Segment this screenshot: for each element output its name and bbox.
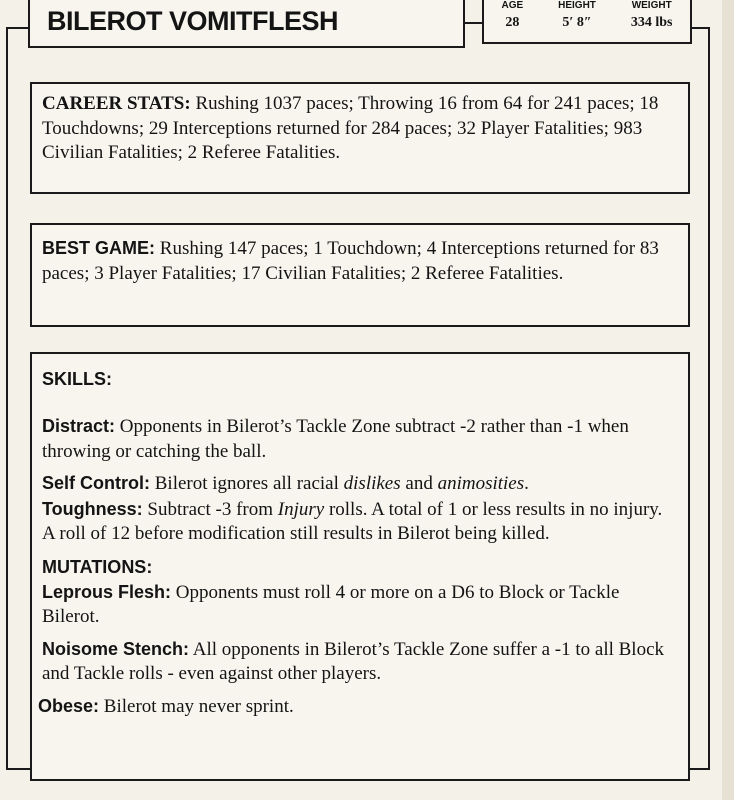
career-stats-heading: CAREER STATS:: [42, 93, 191, 114]
best-game-heading: BEST GAME:: [42, 238, 156, 258]
skill-text: rolls. A total of 1 or less results in no injury. A roll of 12 before modification still results in Bilerot being killed.: [42, 498, 663, 544]
best-game-box: [30, 223, 690, 327]
skill-name: Distract:: [42, 416, 116, 436]
skill-text: .: [524, 473, 529, 494]
mutation-name: Leprous Flesh:: [42, 581, 172, 602]
frame-right-bottom: [690, 768, 710, 770]
skill-self-control: [42, 471, 678, 497]
skill-text: and: [400, 473, 438, 494]
skill-emphasis: animosities: [437, 473, 525, 494]
skill-name: Self Control:: [42, 473, 150, 493]
skills-heading: SKILLS:: [42, 369, 112, 389]
mutation-name: Noisome Stench:: [42, 638, 190, 659]
frame-left-top: [6, 27, 28, 29]
mutation-text: Bilerot may never sprint.: [103, 695, 294, 717]
career-stats-paragraph: [42, 92, 678, 166]
height-value: 5′ 8″: [562, 15, 592, 30]
frame-left: [6, 27, 8, 770]
frame-left-bottom: [6, 768, 30, 770]
weight-value: 334 lbs: [630, 15, 673, 30]
skills-box: [30, 352, 690, 781]
skill-text: Subtract -3 from: [147, 498, 278, 520]
skill-distract: [42, 414, 678, 464]
frame-right: [708, 27, 710, 770]
height-stat: [558, 0, 596, 42]
skill-name: Toughness:: [42, 498, 143, 519]
best-game-text: Rushing 147 paces; 1 Touchdown; 4 Interceptions returned for 83 paces; 3 Player Fatalities; 17 Civilian Fatalities; 2 Referee Fatalities.: [42, 238, 659, 284]
player-name-box: [28, 0, 465, 48]
skill-emphasis: Injury: [277, 498, 325, 520]
mutation-text: All opponents in Bilerot’s Tackle Zone suffer a -1 to all Block and Tackle rolls - even against other players.: [42, 638, 665, 684]
player-stats-box: [482, 0, 692, 44]
age-label: AGE: [501, 0, 524, 11]
paper-edge: [722, 0, 734, 800]
skill-text: Bilerot ignores all racial: [154, 473, 344, 494]
mutation-name: Obese:: [38, 695, 100, 716]
mutation-leprous-flesh: [42, 580, 678, 630]
career-stats-box: [30, 82, 690, 194]
best-game-paragraph: [42, 236, 678, 286]
skill-text: Opponents in Bilerot’s Tackle Zone subtract -2 rather than -1 when throwing or catching the ball.: [42, 416, 629, 462]
frame-mid-top: [465, 22, 482, 24]
skill-emphasis: dislikes: [343, 473, 401, 494]
player-name: BILEROT VOMITFLESH: [47, 6, 338, 36]
mutation-noisome-stench: [42, 637, 678, 687]
weight-label: WEIGHT: [631, 0, 672, 11]
career-stats-text: Rushing 1037 paces; Throwing 16 from 64 for 241 paces; 18 Touchdowns; 29 Interceptions returned for 284 paces; 32 Player Fatalities; 983 Civilian Fatalities; 2 Referee Fatalities.: [42, 93, 659, 163]
mutations-heading: MUTATIONS:: [42, 556, 153, 577]
mutation-obese: [38, 694, 678, 720]
mutation-text: Opponents must roll 4 or more on a D6 to Block or Tackle Bilerot.: [42, 581, 620, 627]
weight-stat: [631, 0, 673, 42]
skill-toughness: [42, 497, 678, 547]
age-value: 28: [505, 15, 520, 30]
age-stat: [501, 0, 523, 42]
height-label: HEIGHT: [558, 0, 596, 11]
